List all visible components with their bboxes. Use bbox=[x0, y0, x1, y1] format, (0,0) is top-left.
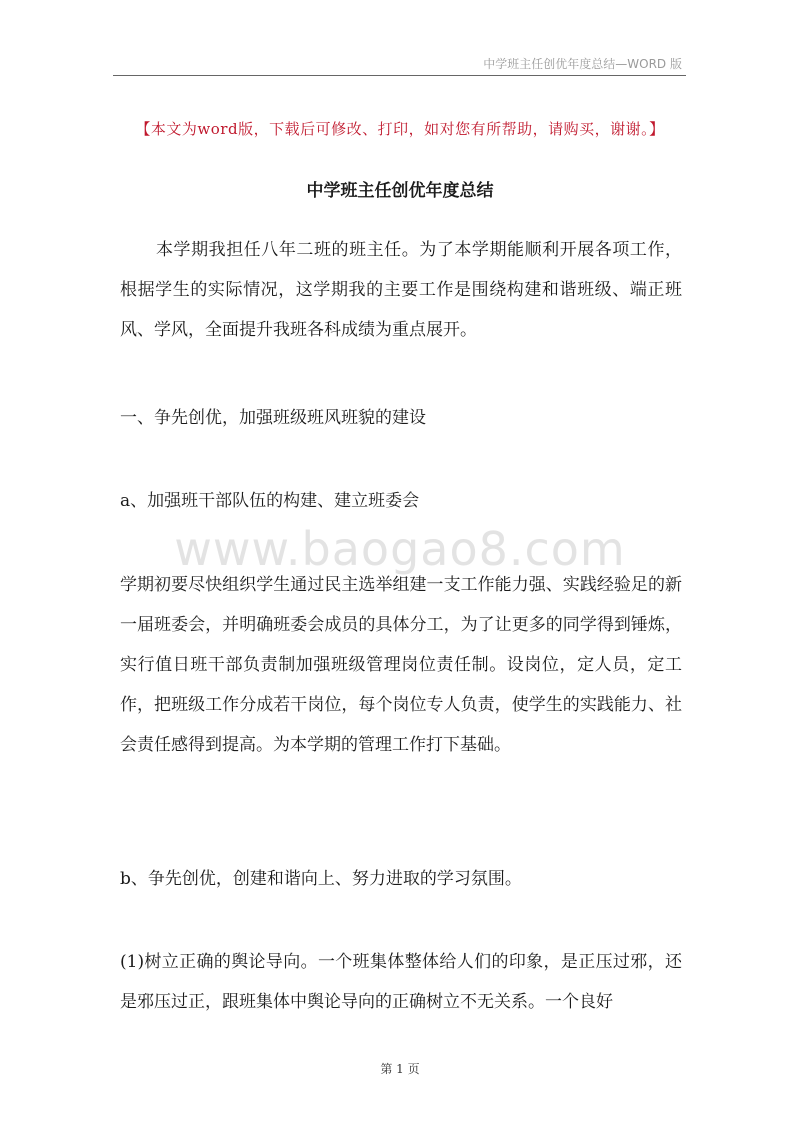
section-heading-1: 一、争先创优，加强班级班风班貌的建设 bbox=[120, 408, 426, 428]
download-notice: 【本文为word版，下载后可修改、打印，如对您有所帮助，请购买，谢谢。】 bbox=[135, 120, 665, 138]
body-paragraph-a: 学期初要尽快组织学生通过民主选举组建一支工作能力强、实践经验足的新一届班委会，并明确班委会成员的具体分工，为了让更多的同学得到锤炼，实行值日班干部负责制加强班级管理岗位责任制。设岗位，定人员，定工作，把班级工作分成若干岗位，每个岗位专人负责，使学生的实践能力、社会责任感得到提高。为本学期的管理工作打下基础。 bbox=[120, 575, 682, 755]
document-title: 中学班主任创优年度总结 bbox=[306, 181, 494, 201]
body-paragraph-b1: (1)树立正确的舆论导向。一个班集体整体给人们的印象，是正压过邪，还是邪压过正，跟班集体中舆论导向的正确树立不无关系。一个良好 bbox=[120, 952, 682, 1012]
subheading-a: a、加强班干部队伍的构建、建立班委会 bbox=[120, 491, 420, 511]
watermark: www.baogao8.com bbox=[174, 522, 626, 576]
page-number: 第 1 页 bbox=[380, 1062, 420, 1076]
subheading-b: b、争先创优，创建和谐向上、努力进取的学习氛围。 bbox=[120, 869, 522, 889]
intro-paragraph: 本学期我担任八年二班的班主任。为了本学期能顺利开展各项工作，根据学生的实际情况，这学期我的主要工作是围绕构建和谐班级、端正班风、学风，全面提升我班各科成绩为重点展开。 bbox=[120, 240, 682, 340]
header-divider bbox=[113, 75, 686, 76]
running-header: 中学班主任创优年度总结—WORD 版 bbox=[483, 57, 682, 71]
